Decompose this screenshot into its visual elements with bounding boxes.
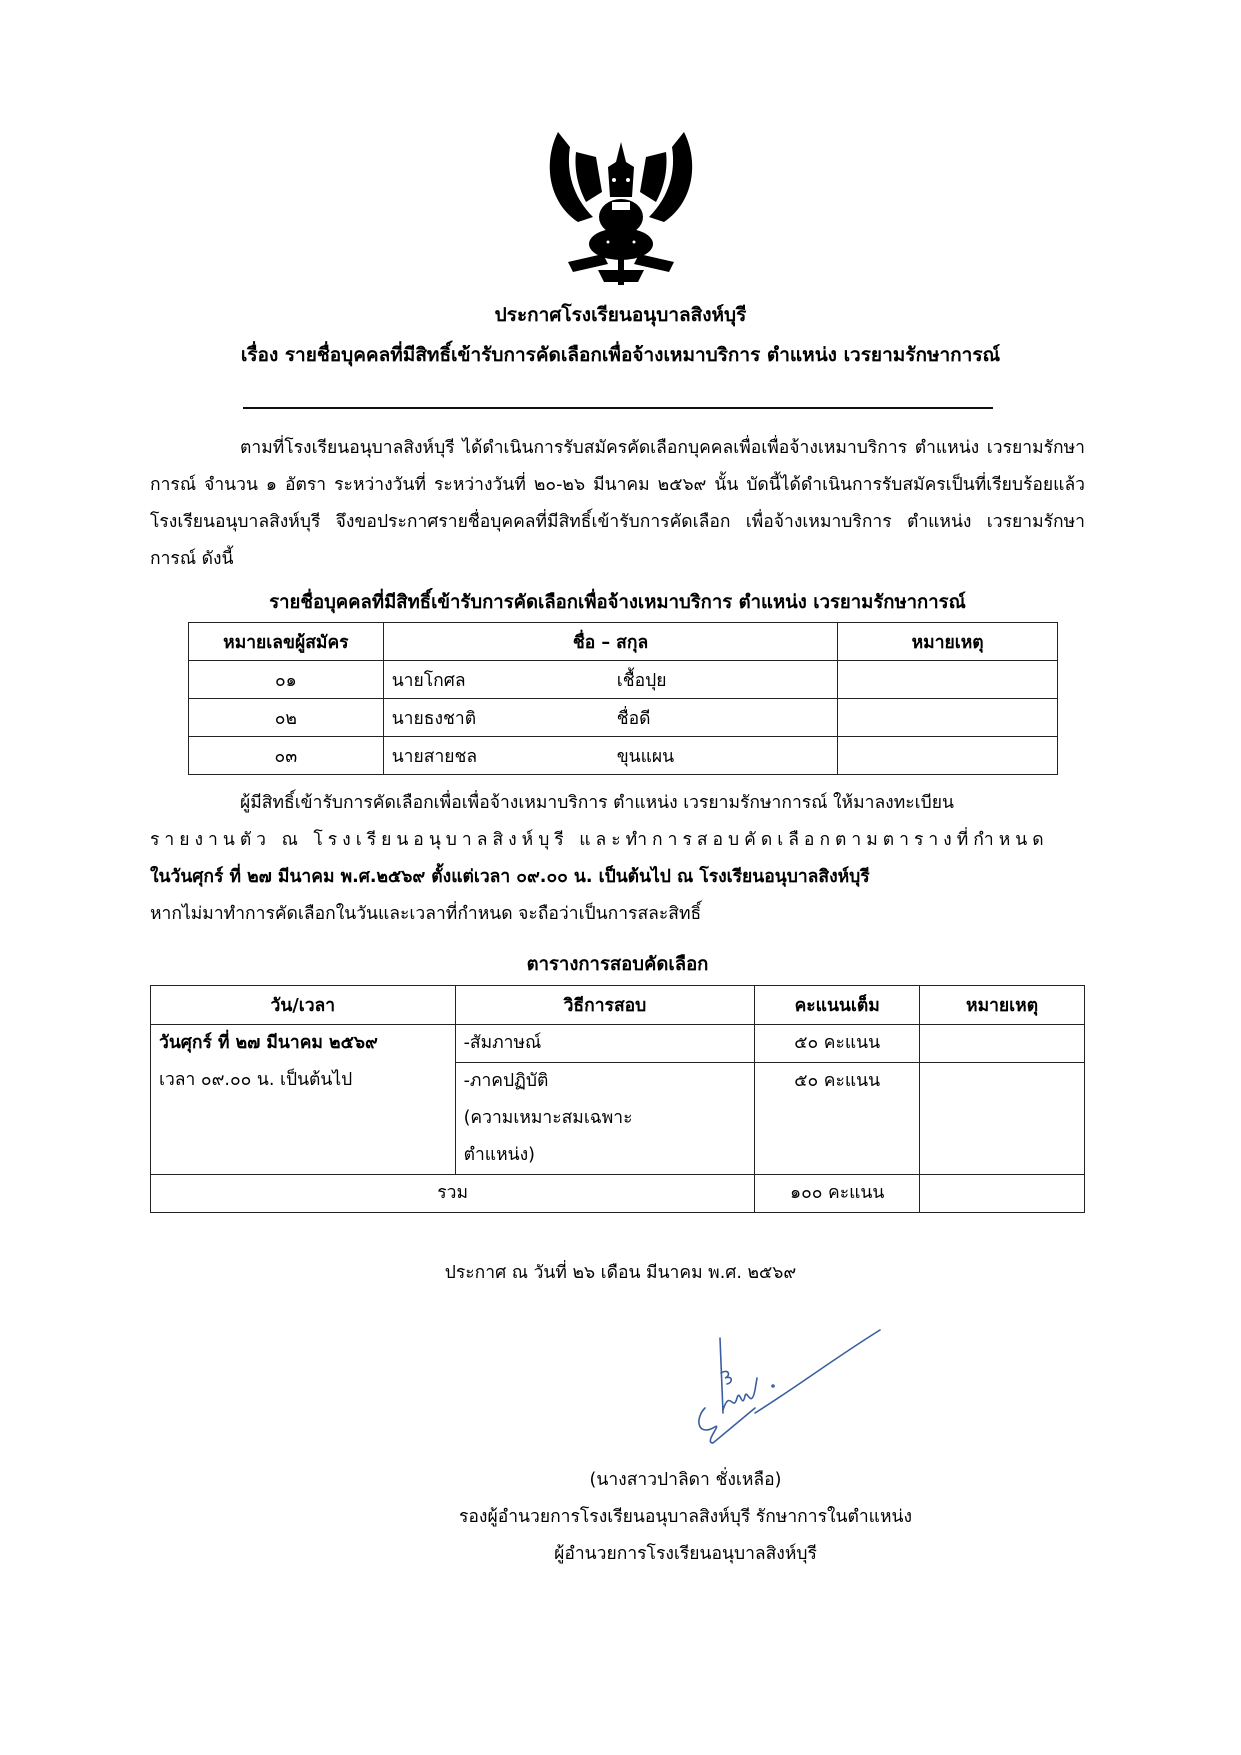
table-row — [189, 661, 1058, 699]
signatory-name: (นางสาวปาลิดา ชั่งเหลือ) — [589, 1470, 782, 1490]
instructions-paragraph — [150, 785, 1085, 933]
candidate-first-name: นายธงชาติ — [391, 708, 477, 729]
candidate-number: ๐๑ — [189, 661, 384, 699]
column-header: วัน/เวลา — [151, 986, 456, 1025]
column-header: หมายเลขผู้สมัคร — [189, 623, 384, 661]
candidate-last-name: ชื่อดี — [616, 708, 651, 729]
exam-date-time — [151, 1025, 456, 1175]
instructions-line-3: ในวันศุกร์ ที่ ๒๗ มีนาคม พ.ศ.๒๕๖๙ ตั้งแต่เวลา ๐๙.๐๐ น. เป็นต้นไป ณ โรงเรียนอนุบาลสิงห์บุรี — [150, 867, 870, 887]
candidate-note — [838, 737, 1058, 775]
candidate-number: ๐๒ — [189, 699, 384, 737]
header-divider — [243, 407, 993, 409]
exam-score: ๕๐ คะแนน — [755, 1063, 920, 1175]
exam-method: -ภาคปฏิบัติ (ความเหมาะสมเฉพาะ ตำแหน่ง) — [455, 1063, 755, 1175]
column-header: วิธีการสอบ — [455, 986, 755, 1025]
instructions-line-1: ผู้มีสิทธิ์เข้ารับการคัดเลือกเพื่อเพื่อจ้างเหมาบริการ ตำแหน่ง เวรยามรักษาการณ์ ให้มาลงทะเบียน — [240, 793, 954, 813]
intro-paragraph-text: ตามที่โรงเรียนอนุบาลสิงห์บุรี ได้ดำเนินการรับสมัครคัดเลือกบุคคลเพื่อเพื่อจ้างเหมาบริการ ตำแหน่ง เวรยามรักษาการณ์ จำนวน ๑ อัตรา ระหว่างวันที่ ระหว่างวันที่ ๒๐-๒๖ มีนาคม ๒๕๖๙ นั้น บัดนี้ได้ดำเนินการรับสมัครเป็นที่เรียบร้อยแล้ว โรงเรียนอนุบาลสิงห์บุรี จึงขอประกาศรายชื่อบุคคลที่มีสิทธิ์เข้ารับการคัดเลือก เพื่อจ้างเหมาบริการ ตำแหน่ง เวรยามรักษาการณ์ ดังนี้ — [150, 438, 1085, 569]
exam-method: -สัมภาษณ์ — [455, 1025, 755, 1063]
signatory-acting-position: ผู้อำนวยการโรงเรียนอนุบาลสิงห์บุรี — [554, 1544, 817, 1564]
candidate-last-name: ขุนแผน — [616, 746, 675, 767]
candidate-name — [383, 699, 838, 737]
candidates-table — [188, 622, 1058, 775]
schedule-table — [150, 985, 1085, 1213]
table-row — [189, 699, 1058, 737]
column-header: หมายเหตุ — [838, 623, 1058, 661]
column-header: ชื่อ – สกุล — [383, 623, 838, 661]
candidate-first-name: นายสายชล — [391, 746, 478, 767]
table-row — [189, 737, 1058, 775]
candidate-name — [383, 737, 838, 775]
column-header: หมายเหตุ — [920, 986, 1085, 1025]
table-header-row — [189, 623, 1058, 661]
document-subject: เรื่อง รายชื่อบุคคลที่มีสิทธิ์เข้ารับการคัดเลือกเพื่อจ้างเหมาบริการ ตำแหน่ง เวรยามรักษาการณ์ — [240, 344, 1001, 366]
exam-date: วันศุกร์ ที่ ๒๗ มีนาคม ๒๕๖๙ — [159, 1033, 378, 1053]
intro-paragraph — [150, 430, 1085, 578]
exam-note — [920, 1063, 1085, 1175]
exam-time: เวลา ๐๙.๐๐ น. เป็นต้นไป — [159, 1070, 353, 1090]
candidate-number: ๐๓ — [189, 737, 384, 775]
candidate-note — [838, 699, 1058, 737]
column-header: คะแนนเต็ม — [755, 986, 920, 1025]
instructions-line-2: รายงานตัว ณ โรงเรียนอนุบาลสิงห์บุรี และทำการสอบคัดเลือกตามตารางที่กำหนด — [150, 830, 1049, 850]
table-row — [151, 1025, 1085, 1063]
document-title: ประกาศโรงเรียนอนุบาลสิงห์บุรี — [494, 304, 747, 326]
candidate-name — [383, 661, 838, 699]
table-header-row — [151, 986, 1085, 1025]
schedule-table-caption: ตารางการสอบคัดเลือก — [526, 954, 709, 975]
candidate-last-name: เชื้อปุย — [616, 670, 667, 691]
instructions-line-4: หากไม่มาทำการคัดเลือกในวันและเวลาที่กำหนด จะถือว่าเป็นการสละสิทธิ์ — [150, 904, 702, 924]
total-label: รวม — [151, 1175, 755, 1213]
candidate-first-name: นายโกศล — [391, 670, 466, 691]
garuda-emblem-icon — [538, 122, 704, 288]
total-score: ๑๐๐ คะแนน — [755, 1175, 920, 1213]
exam-note — [920, 1025, 1085, 1063]
signature-image — [685, 1318, 885, 1448]
total-note — [920, 1175, 1085, 1213]
table-total-row — [151, 1175, 1085, 1213]
exam-score: ๕๐ คะแนน — [755, 1025, 920, 1063]
candidate-note — [838, 661, 1058, 699]
signatory-position: รองผู้อำนวยการโรงเรียนอนุบาลสิงห์บุรี รักษาการในตำแหน่ง — [458, 1507, 913, 1527]
candidates-table-caption: รายชื่อบุคคลที่มีสิทธิ์เข้ารับการคัดเลือกเพื่อจ้างเหมาบริการ ตำแหน่ง เวรยามรักษาการณ์ — [269, 592, 966, 613]
announcement-date: ประกาศ ณ วันที่ ๒๖ เดือน มีนาคม พ.ศ. ๒๕๖๙ — [444, 1263, 797, 1283]
